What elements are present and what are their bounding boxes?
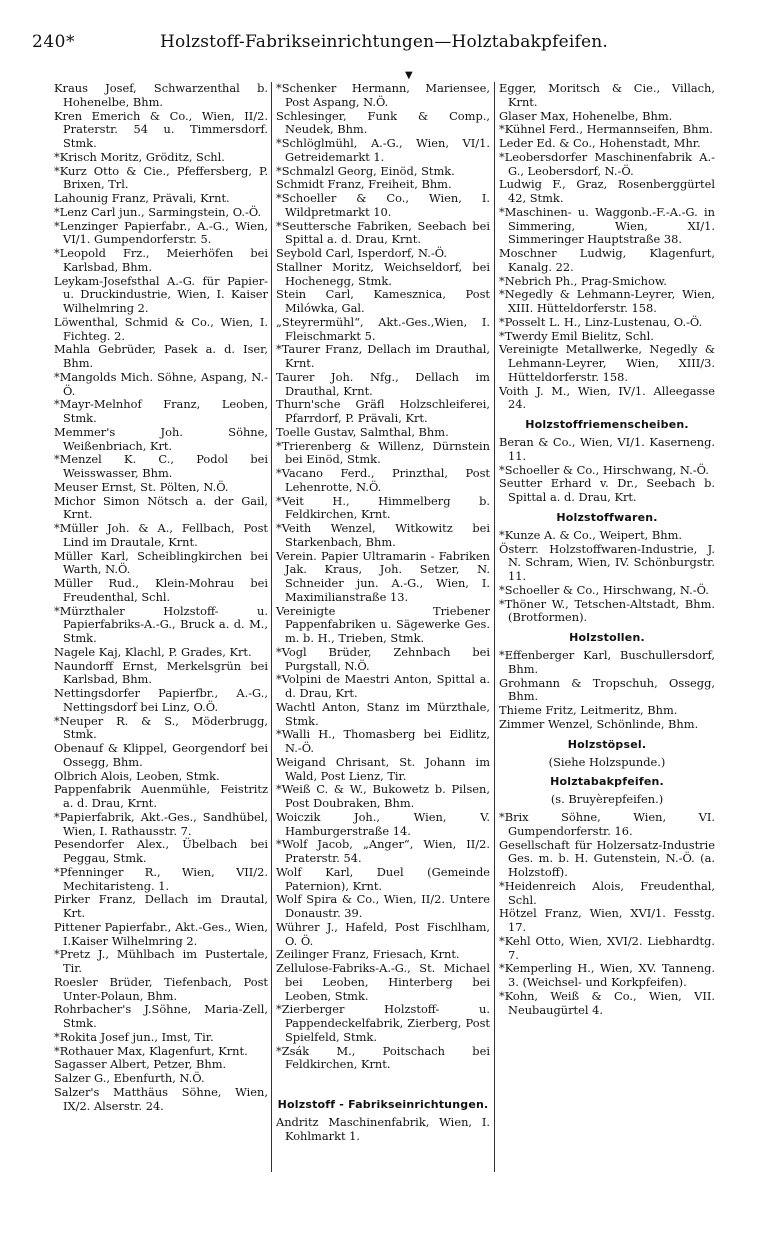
column-2 [276,81,494,1144]
list-item: *Brix Söhne, Wien, VI. Gumpendorferstr. 16. [499,810,719,838]
list-item: *Vogl Brüder, Zehnbach bei Purgstall, N.Ö. [276,644,494,673]
page-number: 240* [32,32,75,52]
list-item: *Rokita Josef jun., Imst, Tir. [54,1029,214,1044]
list-item: *Schenker Hermann, Mariensee, Post Aspang, N.Ö. [276,81,494,109]
list-item: Naundorff Ernst, Merkelsgrün bei Karlsbad, Bhm. [54,658,272,687]
list-item: Ludwig F., Graz, Rosenberggürtel 42, Stmk. [499,177,719,205]
list-item: Kraus Josef, Schwarzenthal b. Hohenelbe, Bhm. [54,81,272,109]
list-item: Gesellschaft für Holzersatz-Industrie Ges. m. b. H. Gutenstein, N.-Ö. (a. Holzstoff). [499,837,719,879]
list-item: *Kehl Otto, Wien, XVI/2. Liebhardtg. 7. [499,933,719,962]
list-item: Pappenfabrik Auenmühle, Feistritz a. d. Drau, Krnt. [54,782,272,810]
list-item: Zellulose-Fabriks-A.-G., St. Michael bei Leoben, Hinterberg bei Leoben, Stmk. [276,961,494,1003]
list-item: *Trierenberg & Willenz, Dürnstein bei Einöd, Stmk. [276,438,494,467]
list-item: Pesendorfer Alex., Übelbach bei Peggau, Stmk. [54,837,272,865]
list-item: Sagasser Albert, Petzer, Bhm. [54,1057,227,1072]
list-item: *Wolf Jacob, „Anger“, Wien, II/2. Praterstr. 54. [276,837,494,865]
list-item: *Pfenninger R., Wien, VII/2. Mechitaristeng. 1. [54,864,272,893]
list-item: *Rothauer Max, Klagenfurt, Krnt. [54,1043,248,1058]
page-header [0,30,757,60]
cross-reference: (Siehe Holzspunde.) [548,754,666,769]
bullet-mark: ▼ [405,70,413,81]
list-item: Woiczik Joh., Wien, V. Hamburgerstraße 14. [276,809,494,838]
list-item: Wolf Karl, Duel (Gemeinde Paternion), Krnt. [276,864,494,893]
list-item: *Zierberger Holzstoff- u. Pappendeckelfabrik, Zierberg, Post Spielfeld, Stmk. [276,1002,494,1044]
list-item: *Krisch Moritz, Gröditz, Schl. [54,149,225,164]
list-item: *Kunze A. & Co., Weipert, Bhm. [499,527,683,542]
list-item: Olbrich Alois, Leoben, Stmk. [54,768,220,783]
list-item: Vereinigte Metallwerke, Negedly & Lehmann-Leyrer, Wien, XIII/3. Hütteldorferstr. 158. [499,342,719,384]
list-item: Andritz Maschinenfabrik, Wien, I. Kohlmarkt 1. [276,1115,494,1143]
list-item: *Twerdy Emil Bielitz, Schl. [499,328,654,343]
list-item: Memmer's Joh. Söhne, Weißenbriach, Krt. [54,424,272,453]
list-item: *Lenz Carl jun., Sarmingstein, O.-Ö. [54,204,262,219]
list-item: Toelle Gustav, Salmthal, Bhm. [276,424,449,439]
list-item: *Leopold Frz., Meierhöfen bei Karlsbad, Bhm. [54,246,272,274]
list-item: Voith J. M., Wien, IV/1. Alleegasse 24. [499,383,719,412]
list-item: *Schoeller & Co., Wien, I. Wildpretmarkt 10. [276,191,494,219]
list-item: Österr. Holzstoffwaren-Industrie, J. N. Schram, Wien, IV. Schönburgstr. 11. [499,541,719,583]
page-title: Holzstoff-Fabrikseinrichtungen—Holztabakpfeifen. [160,32,609,52]
list-item: Vereinigte Triebener Pappenfabriken u. Sägewerke Ges. m. b. H., Trieben, Stmk. [276,603,494,645]
list-item: *Schoeller & Co., Hirschwang, N.-Ö. [499,462,709,477]
column-1 [54,81,272,1113]
list-item: *Kemperling H., Wien, XV. Tanneng. 3. (Weichsel- und Korkpfeifen). [499,961,719,989]
list-item: Obenauf & Klippel, Georgendorf bei Ossegg, Bhm. [54,741,272,769]
section-heading: Holzstoffriemenscheiben. [525,418,689,431]
list-item: *Müller Joh. & A., Fellbach, Post Lind im Drautale, Krnt. [54,521,272,549]
list-item: Verein. Papier Ultramarin - Fabriken Jak. Kraus, Joh. Setzer, N. Schneider jun. A.-G., Wien, I. Maximilianstraße 13. [276,548,494,604]
list-item: Beran & Co., Wien, VI/1. Kaserneng. 11. [499,435,719,463]
list-item: *Nebrich Ph., Prag-Smichow. [499,273,667,288]
list-item: Mahla Gebrüder, Pasek a. d. Iser, Bhm. [54,342,272,370]
list-item: Glaser Max, Hohenelbe, Bhm. [499,108,673,123]
list-item: *Kohn, Weiß & Co., Wien, VII. Neubaugürtel 4. [499,988,719,1017]
list-item: Roesler Brüder, Tiefenbach, Post Unter-Polaun, Bhm. [54,974,272,1003]
list-item: *Thöner W., Tetschen-Altstadt, Bhm. (Brotformen). [499,596,719,625]
list-item: Zimmer Wenzel, Schönlinde, Bhm. [499,716,699,731]
list-item: *Volpini de Maestri Anton, Spittal a. d. Drau, Krt. [276,672,494,700]
list-item: Thieme Fritz, Leitmeritz, Bhm. [499,703,678,717]
list-item: Leder Ed. & Co., Hohenstadt, Mhr. [499,136,701,150]
list-item: Zeilinger Franz, Friesach, Krnt. [276,947,460,962]
list-item: Grohmann & Tropschuh, Ossegg, Bhm. [499,675,719,704]
list-item: *Leobersdorfer Maschinenfabrik A.-G., Leobersdorf, N.-Ö. [499,149,715,178]
list-item: Meuser Ernst, St. Pölten, N.Ö. [54,479,229,494]
list-item: Salzer's Matthäus Söhne, Wien, IX/2. Alserstr. 24. [54,1084,272,1113]
list-item: Nagele Kaj, Klachl, P. Grades, Krt. [54,644,252,659]
list-item: *Papierfabrik, Akt.-Ges., Sandhübel, Wien, I. Rathausstr. 7. [54,809,272,838]
section-heading: Holzstöpsel. [567,737,647,751]
list-item: *Heidenreich Alois, Freudenthal, Schl. [499,878,719,907]
cross-reference: (s. Bruyèrepfeifen.) [550,792,664,807]
list-item: Lahounig Franz, Prävali, Krnt. [54,191,230,205]
list-item: Wachtl Anton, Stanz im Mürzthale, Stmk. [276,699,494,728]
list-item: *Schoeller & Co., Hirschwang, N.-Ö. [499,582,709,597]
list-item: *Maschinen- u. Waggonb.-F.-A.-G. in Simmering, Wien, XI/1. Simmeringer Hauptstraße 38. [499,204,719,247]
list-item: Wührer J., Hafeld, Post Fischlham, O. Ö. [276,919,494,948]
list-item: *Effenberger Karl, Buschullersdorf, Bhm. [499,648,719,676]
section-heading: Holzstoff - Fabrikseinrichtungen. [277,1098,489,1111]
list-item: *Menzel K. C., Podol bei Weisswasser, Bhm. [54,452,272,480]
list-item: Hötzel Franz, Wien, XVI/1. Fesstg. 17. [499,906,719,934]
list-item: Pittener Papierfabr., Akt.-Ges., Wien, I.Kaiser Wilhelmring 2. [54,919,272,948]
list-item: *Kühnel Ferd., Hermannseifen, Bhm. [499,122,713,137]
list-item: *Posselt L. H., Linz-Lustenau, O.-Ö. [499,314,703,329]
list-item: Seybold Carl, Isperdorf, N.-Ö. [276,246,447,260]
list-item: Stein Carl, Kamesznica, Post Milówka, Gal. [276,287,494,315]
section-heading: Holzstoffwaren. [556,510,658,524]
list-item: *Lenzinger Papierfabr., A.-G., Wien, VI/1. Gumpendorferstr. 5. [54,218,272,247]
section-heading: Holztabakpfeifen. [550,775,664,789]
list-item: Wolf Spira & Co., Wien, II/2. Untere Donaustr. 39. [276,892,494,920]
list-item: Nettingsdorfer Papierfbr., A.-G., Nettingsdorf bei Linz, O.Ö. [54,686,272,714]
list-item: Schmidt Franz, Freiheit, Bhm. [276,177,452,192]
column-3 [499,81,719,1017]
list-item: *Mayr-Melnhof Franz, Leoben, Stmk. [54,397,272,425]
list-item: *Schmalzl Georg, Einöd, Stmk. [276,163,455,178]
list-item: *Weiß C. & W., Bukowetz b. Pilsen, Post Doubraken, Bhm. [276,782,494,810]
list-item: *Zsák M., Poitschach bei Feldkirchen, Krnt. [276,1043,494,1072]
list-item: *Kurz Otto & Cie., Pfeffersberg, P. Brixen, Trl. [54,163,272,192]
list-item: *Taurer Franz, Dellach im Drauthal, Krnt. [276,342,494,370]
column-divider [494,82,495,1172]
list-item: *Mürzthaler Holzstoff- u. Papierfabriks-A.-G., Bruck a. d. M., Stmk. [54,603,272,645]
list-item: *Negedly & Lehmann-Leyrer, Wien, XIII. Hütteldorferstr. 158. [499,287,719,315]
list-item: Moschner Ludwig, Klagenfurt, Kanalg. 22. [499,246,719,274]
list-item: Leykam-Josefsthal A.-G. für Papier- u. Druckindustrie, Wien, I. Kaiser Wilhelmring 2. [54,273,272,315]
list-item: Stallner Moritz, Weichseldorf, bei Hochenegg, Stmk. [276,259,494,288]
list-item: *Neuper R. & S., Möderbrugg, Stmk. [54,713,272,742]
list-item: *Veith Wenzel, Witkowitz bei Starkenbach, Bhm. [276,521,494,549]
list-item: *Veit H., Himmelberg b. Feldkirchen, Krnt. [276,493,494,522]
list-item: Kren Emerich & Co., Wien, II/2. Praterstr. 54 u. Timmersdorf. Stmk. [54,108,272,150]
list-item: Seutter Erhard v. Dr., Seebach b. Spittal a. d. Drau, Krt. [499,476,719,504]
section-heading: Holzstollen. [569,631,645,644]
list-item: *Pretz J., Mühlbach im Pustertale, Tir. [54,947,272,975]
list-item: Schlesinger, Funk & Comp., Neudek, Bhm. [276,108,494,137]
list-item: Egger, Moritsch & Cie., Villach, Krnt. [499,81,719,109]
list-item: Rohrbacher's J.Söhne, Maria-Zell, Stmk. [54,1002,272,1030]
list-item: Thurn'sche Gräfl Holzschleiferei, Pfarrdorf, P. Prävali, Krt. [276,397,494,425]
list-item: Müller Karl, Scheiblingkirchen bei Warth, N.Ö. [54,548,272,577]
list-item: *Schlöglmühl, A.-G., Wien, VI/1. Getreidemarkt 1. [276,136,494,164]
list-item: *Mangolds Mich. Söhne, Aspang, N.-Ö. [54,369,268,398]
list-item: *Seuttersche Fabriken, Seebach bei Spittal a. d. Drau, Krnt. [276,218,494,247]
list-item: *Vacano Ferd., Prinzthal, Post Lehenrotte, N.Ö. [276,466,494,494]
list-item: Taurer Joh. Nfg., Dellach im Drauthal, Krnt. [276,369,494,398]
list-item: Löwenthal, Schmid & Co., Wien, I. Fichteg. 2. [54,314,272,343]
list-item: Weigand Chrisant, St. Johann im Wald, Post Lienz, Tir. [276,754,494,783]
list-item: Pirker Franz, Dellach im Drautal, Krt. [54,892,272,920]
list-item: „Steyrermühl“, Akt.-Ges.,Wien, I. Fleischmarkt 5. [276,314,494,343]
list-item: Müller Rud., Klein-Mohrau bei Freudenthal, Schl. [54,576,272,604]
list-item: Salzer G., Ebenfurth, N.Ö. [54,1071,205,1085]
list-item: Michor Simon Nötsch a. der Gail, Krnt. [54,493,272,522]
list-item: *Walli H., Thomasberg bei Eidlitz, N.-Ö. [276,727,494,755]
